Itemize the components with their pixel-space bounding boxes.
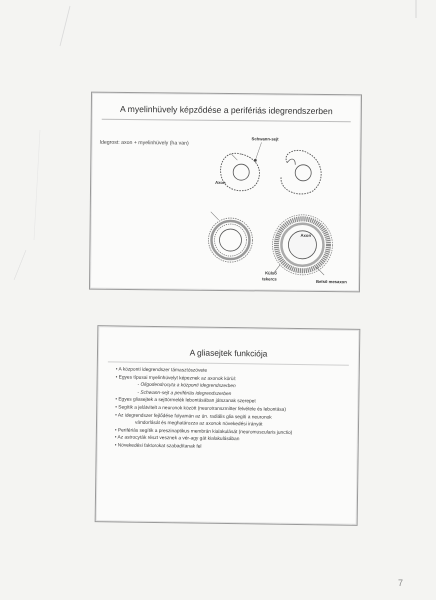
scan-mark: [34, 130, 40, 240]
bullet-item: • A központi idegrendszer támasztószövete: [115, 367, 208, 374]
bullet-item: • Az idegrendszer fejlődése folyamán az ún. radiális glia segíti a neuronok: [115, 412, 272, 421]
title-divider: [108, 361, 349, 365]
slide-title: A myelinhüvely képződése a perifériás idegrendszerben: [120, 103, 333, 117]
slide-myelin: [89, 92, 362, 293]
bullet-item: • Egyes gliasejtek a sejttörmelék lebontásában játszanak szerepet: [115, 397, 256, 405]
bullet-subitem: - Oligodendrocyta a központi idegrendszerben: [137, 382, 236, 390]
schwann-cell-stage-2: [281, 150, 322, 194]
scan-mark: [14, 250, 26, 280]
bullet-item: • Segítik a jelátvitelt a neuronok között (neurotranszmitter felvétele és lebontása): [115, 405, 286, 413]
bullet-subitem: - Schwann-sejt a perifériás idegrendszerben: [137, 390, 232, 397]
label-inner-mesaxon: Belső mesaxon: [316, 278, 347, 285]
bullet-item: • Növekedési faktorokat szabadítanak fel: [114, 443, 202, 450]
bullet-continuation: vándorlását és meghatározza az axonok növekedési irányát: [134, 420, 263, 428]
label-schwann-cell: Schwann-sejt: [251, 136, 279, 142]
mature-myelin-sheath: [272, 214, 333, 275]
slide-glia-functions: [95, 325, 361, 526]
label-outer-wrap: Külső: [265, 270, 277, 276]
label-axon: Axon: [300, 232, 312, 238]
bullet-item: • Az astrocyták részt vesznek a vér-agy gát kialakulásában: [114, 435, 240, 443]
scan-mark: [60, 6, 70, 46]
schwann-cell-stage-1: [220, 142, 261, 191]
myelin-wraps-stage-3: [208, 212, 253, 262]
bullet-item: • Egyes típusai myelinhüvelyt képeznek az axonok körül:: [115, 375, 237, 382]
label-outer-wrap-2: tekercs: [262, 276, 277, 282]
myelin-formation-figure: [90, 93, 361, 292]
bullet-list: [115, 366, 352, 453]
slide-title: A gliasejtek funkciója: [189, 347, 268, 359]
label-axon: Axon: [215, 179, 226, 186]
slide-subtitle: Idegrost: axon + myelinhüvely (ha van): [99, 139, 189, 147]
bullet-item: • Perifériás segítik a preszinaptikus membrán kialakulását (neuromuscularis junctio): [114, 428, 293, 436]
page-number: 7: [398, 578, 404, 588]
